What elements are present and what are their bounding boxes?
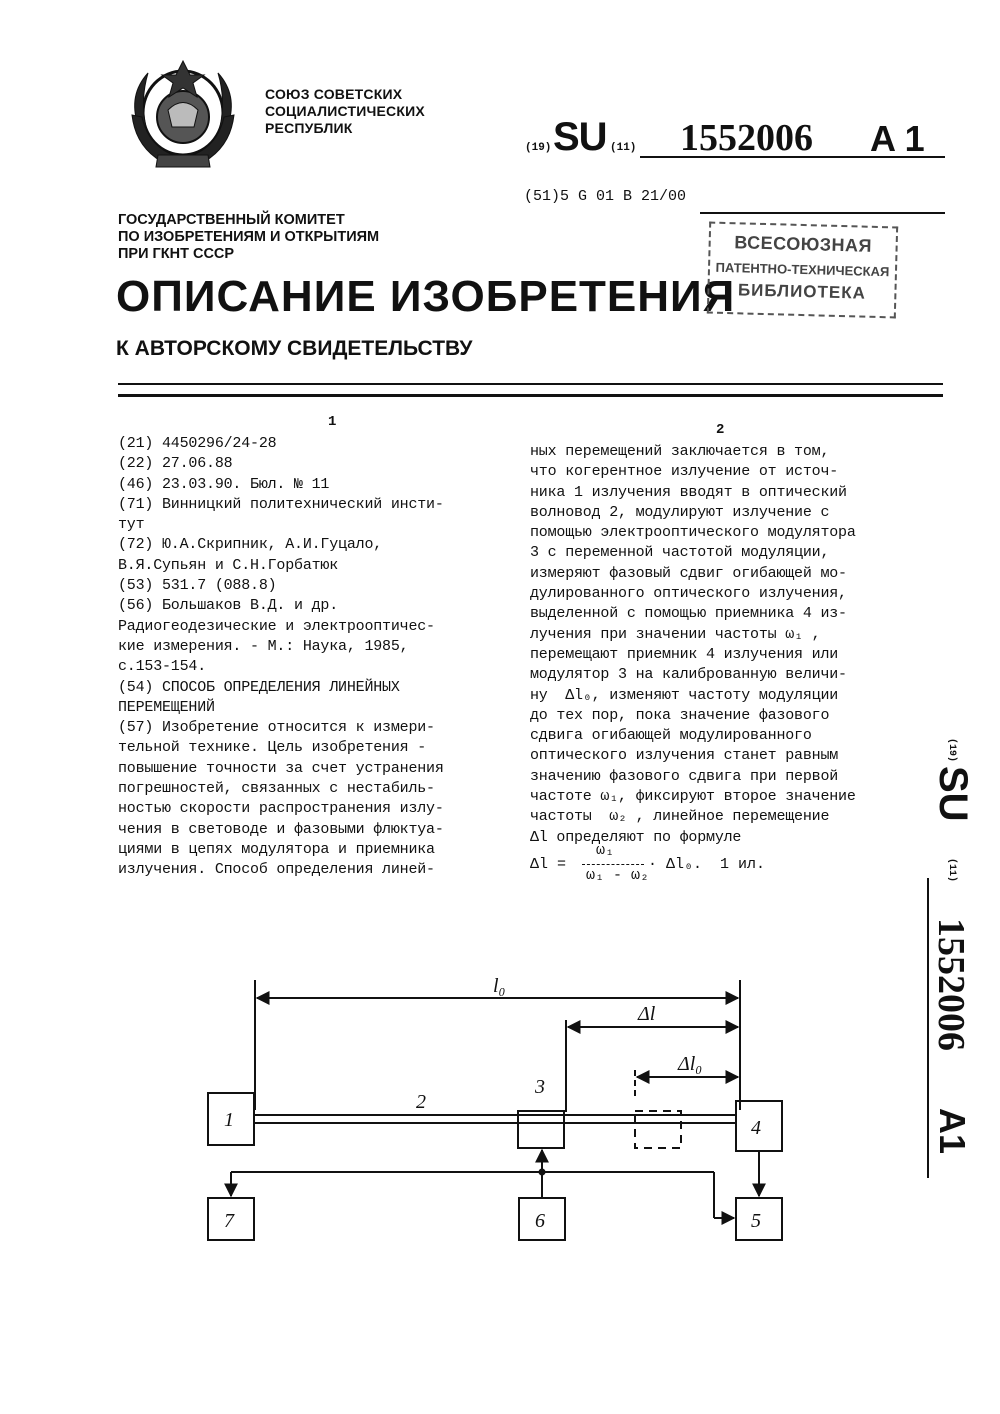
ussr-line: СОЮЗ СОВЕТСКИХ (265, 86, 403, 102)
side-code-19: (19) (946, 738, 957, 763)
left-column-line: (53) 531.7 (088.8) (118, 577, 277, 595)
country-code: SU (553, 115, 607, 159)
left-column-line: циями в цепях модулятора и приемника (118, 840, 435, 858)
column-number-left: 1 (328, 414, 337, 430)
right-column-line: до тех пор, пока значение фазового (530, 706, 830, 724)
left-column-line: (54) СПОСОБ ОПРЕДЕЛЕНИЯ ЛИНЕЙНЫХ (118, 678, 400, 696)
document-title: ОПИСАНИЕ ИЗОБРЕТЕНИЯ (116, 272, 736, 321)
side-code-11: (11) (946, 858, 957, 883)
library-stamp (707, 222, 898, 319)
dimension-dl: Δl (638, 1003, 656, 1025)
right-column-line: модулятор 3 на калиброванную величи- (530, 666, 847, 684)
left-column-line: тельной технике. Цель изобретения - (118, 739, 427, 757)
code-19: (19) (525, 142, 552, 154)
box-label: 7 (224, 1210, 234, 1232)
formula-rhs: · Δl₀. (648, 856, 703, 873)
side-country-code: SU (931, 766, 975, 822)
right-column-line: волновод 2, модулируют излучение с (530, 503, 830, 521)
left-column-line: (46) 23.03.90. Бюл. № 11 (118, 475, 330, 493)
left-column-line: повышение точности за счет устранения (118, 759, 444, 777)
right-column-line: выделенной с помощью приемника 4 из- (530, 605, 847, 623)
dimension-dl0: Δl₀ (678, 1053, 703, 1075)
right-column-line: измеряют фазовый сдвиг огибающей мо- (530, 564, 847, 582)
fraction-line (582, 864, 644, 865)
formula (530, 842, 830, 888)
kind-code: A 1 (870, 118, 925, 159)
ussr-name (265, 86, 425, 137)
left-column-line: чения в световоде и фазовыми флюктуа- (118, 820, 444, 838)
box-label: 5 (751, 1210, 761, 1232)
left-column (118, 434, 498, 881)
right-column-line: лучения при значении частоты ω₁ , (530, 625, 821, 643)
right-column-line: ника 1 излучения вводят в оптический (530, 483, 847, 501)
box-label: 1 (224, 1109, 234, 1131)
modulator-3 (518, 1111, 564, 1148)
left-column-line: кие измерения. - М.: Наука, 1985, (118, 637, 409, 655)
side-patent-number-text: 1552006 (930, 918, 972, 1051)
committee-line: ПО ИЗОБРЕТЕНИЯМ И ОТКРЫТИЯМ (118, 229, 380, 245)
left-column-line: погрешностей, связанных с нестабиль- (118, 780, 435, 798)
left-column-line: ностью скорости распространения излу- (118, 800, 444, 818)
committee-line: ПРИ ГКНТ СССР (118, 246, 235, 262)
formula-note: 1 ил. (720, 856, 766, 873)
left-column-line: Радиогеодезические и электрооптичес- (118, 617, 435, 635)
side-kind-code: A1 (932, 1108, 973, 1155)
left-column-line: (22) 27.06.88 (118, 455, 233, 473)
right-column-line: ных перемещений заключается в том, (530, 443, 830, 460)
patent-number: 1552006 (680, 117, 813, 159)
right-column-line: оптического излучения станет равным (530, 747, 839, 765)
committee-line: ГОСУДАРСТВЕННЫЙ КОМИТЕТ (118, 212, 345, 228)
right-column-line: сдвига огибающей модулированного (530, 727, 812, 745)
modulator-displaced (635, 1111, 681, 1148)
waveguide-label: 2 (416, 1091, 426, 1113)
ipc-classification: (51)5 G 01 B 21/00 (524, 188, 687, 205)
left-column-line: тут (118, 516, 145, 534)
right-column-line: 3 с переменной частотой модуляции, (530, 544, 830, 562)
right-column-line: помощью электрооптического модулятора (530, 524, 856, 542)
ipc-rule (700, 212, 945, 214)
state-emblem-icon (118, 55, 248, 180)
formula-denominator: ω₁ - ω₂ (586, 867, 650, 884)
modulator-label: 3 (535, 1076, 545, 1098)
right-column (530, 442, 930, 848)
side-patent-number (905, 738, 975, 1178)
committee-name (118, 212, 379, 263)
left-column-line: (57) Изобретение относится к измери- (118, 719, 435, 737)
document-subtitle: К АВТОРСКОМУ СВИДЕТЕЛЬСТВУ (116, 337, 473, 360)
formula-lhs: Δl = (530, 856, 567, 873)
figure-diagram (190, 960, 810, 1260)
right-column-line: Δl определяют по формуле (530, 828, 742, 846)
left-column-line: (56) Большаков В.Д. и др. (118, 597, 339, 615)
box-label: 4 (751, 1117, 761, 1139)
left-column-line: (21) 4450296/24-28 (118, 435, 277, 452)
right-column-line: частоте ω₁, фиксируют второе значение (530, 788, 856, 806)
header-rule (118, 394, 943, 397)
right-column-line: перемещают приемник 4 излучения или (530, 645, 839, 663)
patent-underline (640, 156, 945, 158)
right-column-line: частоты ω₂ , линейное перемещение (530, 808, 830, 826)
dimension-l0: l₀ (493, 975, 506, 997)
right-column-line: ну Δl₀, изменяют частоту модуляции (530, 686, 839, 704)
ussr-line: РЕСПУБЛИК (265, 120, 353, 136)
stamp-line: БИБЛИОТЕКА (737, 280, 867, 303)
stamp-line: ПАТЕНТНО-ТЕХНИЧЕСКАЯ (715, 259, 890, 280)
right-column-line: что когерентное излучение от источ- (530, 463, 839, 481)
right-column-line: значению фазового сдвига при первой (530, 767, 839, 785)
left-column-line: (71) Винницкий политехнический инсти- (118, 495, 444, 513)
left-column-line: (72) Ю.А.Скрипник, А.И.Гуцало, (118, 536, 383, 554)
ussr-line: СОЦИАЛИСТИЧЕСКИХ (265, 103, 425, 119)
code-11: (11) (610, 142, 637, 154)
stamp-line: ВСЕСОЮЗНАЯ (734, 232, 873, 256)
right-column-line: дулированного оптического излучения, (530, 585, 847, 603)
left-column-line: В.Я.Супьян и С.Н.Горбатюк (118, 556, 339, 574)
left-column-line: с.153-154. (118, 658, 207, 676)
box-label: 6 (535, 1210, 545, 1232)
left-column-line: ПЕРЕМЕЩЕНИЙ (118, 698, 215, 716)
column-number-right: 2 (716, 422, 725, 438)
patent-identifier (525, 110, 945, 160)
header-rule (118, 383, 943, 385)
left-column-line: излучения. Способ определения линей- (118, 861, 435, 879)
formula-numerator: ω₁ (596, 842, 615, 859)
